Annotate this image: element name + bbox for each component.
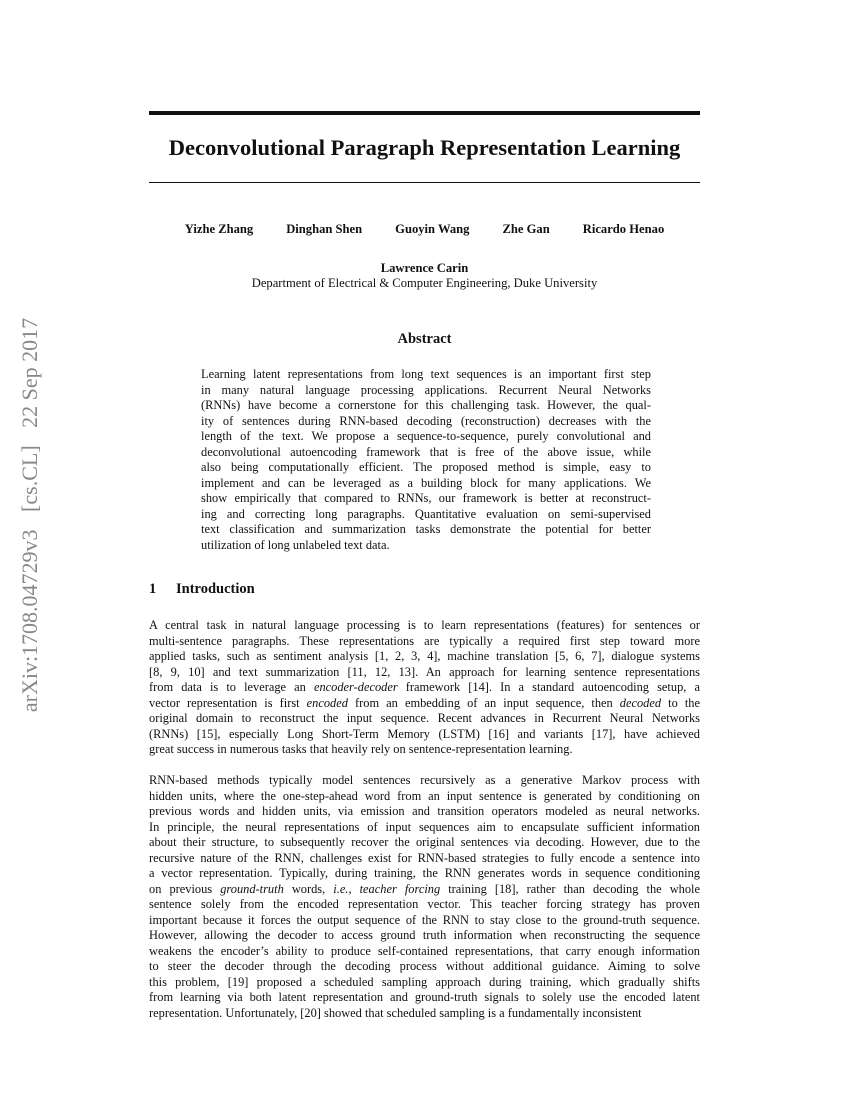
author-list <box>149 222 700 237</box>
author: Guoyin Wang <box>395 222 470 236</box>
arxiv-stamp <box>17 312 43 718</box>
text-segment: great success in numerous tasks that heavily rely on sentence-representation learning. <box>149 742 573 756</box>
text-line <box>149 851 700 867</box>
text-segment: (RNNs) have become a cornerstone for this challenging task. However, the qual- <box>201 398 651 412</box>
text-line <box>149 804 700 820</box>
text-segment: sentence solely from the encoded representation vector. This teacher forcing strategy has proven <box>149 897 700 911</box>
text-segment: this problem, [19] proposed a scheduled sampling approach during training, which gradually shifts <box>149 974 700 989</box>
emphasis-text: decoded <box>619 695 662 710</box>
text-segment: weakens the encoder’s ability to produce self-contained representations, that carry enough information <box>149 943 700 958</box>
arxiv-category: [cs.CL] <box>17 445 42 512</box>
abstract-heading: Abstract <box>397 331 452 347</box>
text-line <box>149 742 700 758</box>
text-segment: framework [14]. In a standard autoencoding setup, a <box>397 680 700 694</box>
text-line <box>201 429 651 445</box>
text-line <box>149 820 700 836</box>
text-segment: ing and correcting long paragraphs. Quantitative evaluation on semi-supervised <box>201 506 651 521</box>
text-segment: important because it forces the output sequence of the RNN to stay close to the ground-truth sequence. <box>149 912 700 927</box>
text-segment: also being computationally efficient. The proposed method is simple, easy to <box>201 460 651 474</box>
text-segment: implement and can be leveraged as a building block for many applications. We <box>201 475 651 490</box>
text-line <box>149 649 700 665</box>
text-line <box>149 696 700 712</box>
emphasis-text: encoded <box>306 695 348 710</box>
text-segment: show empirically that compared to RNNs, our framework is better at reconstruct- <box>201 491 651 505</box>
text-line <box>201 522 651 538</box>
text-line <box>149 634 700 650</box>
text-segment: RNN-based methods typically model sentences recursively as a generative Markov process with <box>149 773 700 787</box>
section-number: 1 <box>149 581 157 597</box>
text-line <box>149 944 700 960</box>
text-line <box>201 383 651 399</box>
title-rule-bottom <box>149 182 700 183</box>
text-segment: A central task in natural language processing is to learn representations (features) for sentences or <box>149 618 700 632</box>
arxiv-id: arXiv:1708.04729v3 <box>17 529 42 713</box>
text-line <box>149 913 700 929</box>
text-segment: , <box>348 881 360 896</box>
text-line <box>201 414 651 430</box>
emphasis-text: encoder-decoder <box>313 680 398 694</box>
text-line <box>149 897 700 913</box>
text-line <box>149 618 700 634</box>
text-line <box>149 773 700 789</box>
text-line <box>149 665 700 681</box>
text-segment: from data is to leverage an <box>149 680 314 694</box>
text-segment: ity of sentences during RNN-based decoding (reconstruction) decreases with the <box>201 413 651 428</box>
text-segment: hidden units, where the one-step-ahead word from an input sentence is generated by conditioning on <box>149 788 700 803</box>
text-line <box>149 975 700 991</box>
text-segment: [8, 9, 10] and text summarization [11, 12, 13]. An approach for learning sentence representations <box>149 664 700 679</box>
text-segment: In principle, the neural representations of input sequences aim to encapsulate sufficient information <box>149 819 700 834</box>
text-segment: about their structure, to subsequently recover the original sentences via decoding. However, due to the <box>149 835 700 849</box>
emphasis-text: teacher forcing <box>359 881 441 896</box>
text-line <box>149 882 700 898</box>
section-heading <box>149 581 255 598</box>
author: Zhe Gan <box>502 222 550 236</box>
text-line <box>149 990 700 1006</box>
title-rule-top <box>149 111 700 115</box>
text-segment: text classification and summarization tasks demonstrate the potential for better <box>201 522 651 536</box>
text-segment: Learning latent representations from long text sequences is an important first step <box>201 367 651 381</box>
text-segment: original domain to reconstruct the input sequence. Recent advances in Recurrent Neural Networks <box>149 711 700 725</box>
text-line <box>149 789 700 805</box>
author: Lawrence Carin <box>380 261 469 275</box>
text-segment: multi-sentence paragraphs. These representations are typically a required first step toward more <box>149 633 700 648</box>
text-segment: to steer the decoder through the decoding process without additional guidance. Aiming to solve <box>149 959 700 973</box>
text-line <box>201 491 651 507</box>
text-segment: to the <box>661 695 700 710</box>
text-segment: words, <box>283 881 334 896</box>
text-segment: (RNNs) [15], especially Long Short-Term Memory (LSTM) [16] and variants [17], have achieved <box>149 726 700 741</box>
text-line <box>149 959 700 975</box>
text-segment: from an embedding of an input sequence, then <box>347 695 620 710</box>
text-segment: training [18], rather than decoding the whole <box>440 881 700 896</box>
text-line <box>149 680 700 696</box>
paragraph <box>149 618 700 758</box>
text-segment: vector representation is first <box>149 695 307 710</box>
text-segment: length of the text. We propose a sequence-to-sequence, purely convolutional and <box>201 429 651 443</box>
text-line <box>149 866 700 882</box>
text-line <box>201 398 651 414</box>
author: Dinghan Shen <box>286 222 363 236</box>
arxiv-date: 22 Sep 2017 <box>17 317 42 428</box>
text-line <box>149 711 700 727</box>
emphasis-text: i.e. <box>333 881 349 896</box>
author: Ricardo Henao <box>582 222 665 236</box>
text-segment: a vector representation. Typically, during training, the RNN generates words in sequence conditioning <box>149 866 700 880</box>
text-line <box>201 460 651 476</box>
text-line <box>149 1006 700 1022</box>
text-line <box>201 476 651 492</box>
text-line <box>201 538 651 554</box>
text-line <box>201 445 651 461</box>
paragraph <box>149 773 700 1021</box>
text-segment: from learning via both latent representation and ground-truth signals to solely use the encoded latent <box>149 990 700 1004</box>
text-segment: representation. Unfortunately, [20] showed that scheduled sampling is a fundamentally inconsistent <box>149 1005 642 1020</box>
text-segment: However, allowing the decoder to access ground truth information when reconstructing the sequence <box>149 928 700 942</box>
text-segment: recursive nature of the RNN, challenges exist for RNN-based strategies to fully encode a sentence into <box>149 850 700 865</box>
text-line <box>149 727 700 743</box>
text-segment: on previous <box>149 881 221 896</box>
text-line <box>201 367 651 383</box>
text-segment: deconvolutional autoencoding framework that is free of the above issue, while <box>201 444 651 459</box>
text-segment: utilization of long unlabeled text data. <box>201 537 390 552</box>
text-segment: previous words and hidden units, via emission and transition operators modeled as neural networks. <box>149 804 700 818</box>
text-segment: applied tasks, such as sentiment analysis [1, 2, 3, 4], machine translation [5, 6, 7], dialogue systems <box>149 649 700 663</box>
section-title: Introduction <box>176 581 255 597</box>
affiliation: Department of Electrical & Computer Engineering, Duke University <box>251 276 598 290</box>
text-line <box>149 835 700 851</box>
paper-title: Deconvolutional Paragraph Representation Learning <box>168 135 681 160</box>
text-line <box>201 507 651 523</box>
text-segment: in many natural language processing applications. Recurrent Neural Networks <box>201 382 651 397</box>
author: Yizhe Zhang <box>184 222 254 236</box>
text-line <box>149 928 700 944</box>
emphasis-text: ground-truth <box>220 881 284 896</box>
abstract-body <box>201 367 651 553</box>
